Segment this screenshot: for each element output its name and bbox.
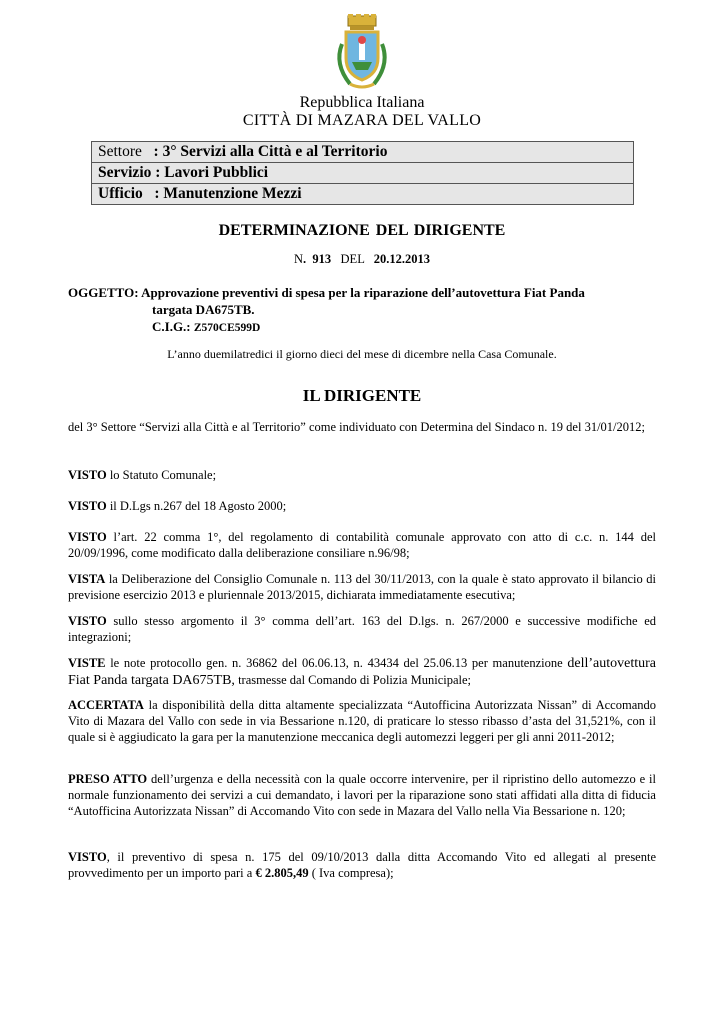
settore-value: : 3° Servizi alla Città e al Territorio bbox=[153, 143, 388, 160]
del-label: DEL bbox=[340, 252, 365, 266]
subject-block bbox=[68, 284, 668, 337]
keyword: PRESO ATTO bbox=[68, 772, 148, 786]
cig-label: C.I.G.: bbox=[152, 319, 191, 334]
city-heading: CITTÀ DI MAZARA DEL VALLO bbox=[242, 112, 482, 129]
paragraph-visto-preventivo: VISTO, il preventivo di spesa n. 175 del 09/10/2013 dalla ditta Accomando Vito ed allegati al presente provvedimento per un importo pari a € 2.805,49 ( Iva compresa); bbox=[68, 850, 656, 880]
city-coat-of-arms-icon bbox=[330, 14, 394, 94]
department-info-box bbox=[91, 141, 634, 205]
date-statement: L’anno duemilatredici il giorno dieci del mese di dicembre nella Casa Comunale. bbox=[167, 347, 557, 361]
paragraph-viste-note: VISTE le note protocollo gen. n. 36862 del 06.06.13, n. 43434 del 25.06.13 per manutenzione dell’autovettura Fiat Panda targata DA675TB, trasmesse dal Comando di Polizia Municipale; bbox=[68, 656, 656, 688]
subject-text-line2: targata DA675TB. bbox=[152, 302, 255, 317]
paragraph-preso-atto: PRESO ATTO dell’urgenza e della necessità con la quale occorre intervenire, per il ripristino dello automezzo e il normale funzionamento dei servizi a cui demandato, i lavori per la riparazione sono stati affidati alla ditta di fiducia “Autofficina Autorizzata Nissan” di Accomando Vito con sede in Mazara del Vallo nella Via Bessarione n. 120; bbox=[68, 772, 656, 818]
ufficio-value: : Manutenzione Mezzi bbox=[154, 185, 302, 202]
determination-title: DETERMINAZIONE DEL DIRIGENTE bbox=[218, 222, 506, 239]
paragraph-visto-statuto: VISTO lo Statuto Comunale; bbox=[68, 468, 217, 482]
ufficio-label: Ufficio bbox=[98, 185, 143, 202]
number-value: 913 bbox=[312, 252, 332, 266]
settore-row bbox=[92, 142, 633, 163]
keyword: VISTO bbox=[68, 468, 107, 482]
subject-text-line1: Approvazione preventivi di spesa per la riparazione dell’autovettura Fiat Panda bbox=[141, 285, 585, 300]
paragraph-accertata: ACCERTATA la disponibilità della ditta altamente specializzata “Autofficina Autorizzata Nissan” di Accomando Vito di Mazara del Vallo con sede in via Bessarione n.120, di praticare lo stesso ribasso d’asta del 31,521%, con il quale si è aggiudicato la gara per la manutenzione meccanica degli automezzi leggeri per gli anni 2011-2012; bbox=[68, 698, 656, 744]
ufficio-row bbox=[92, 184, 633, 204]
cig-value: Z570CE599D bbox=[193, 322, 261, 334]
determination-number: N. 913 DEL 20.12.2013 bbox=[294, 252, 430, 266]
paragraph-visto-articolo: VISTO sullo stesso argomento il 3° comma dell’art. 163 del D.lgs. n. 267/2000 e successive modifiche ed integrazioni; bbox=[68, 614, 656, 644]
number-label: N bbox=[294, 252, 304, 266]
servizio-label: Servizio bbox=[98, 164, 152, 181]
servizio-row bbox=[92, 163, 633, 184]
keyword: ACCERTATA bbox=[68, 698, 144, 712]
paragraph-visto-regolamento: VISTO l’art. 22 comma 1°, del regolamento di contabilità comunale approvato con atto di c.c. n. 144 del 20/09/1996, come modificato dalla deliberazione consiliare n.96/98; bbox=[68, 530, 656, 560]
manager-heading: IL DIRIGENTE bbox=[302, 386, 422, 405]
keyword: VISTO bbox=[68, 499, 107, 513]
paragraph-vista-deliberazione: VISTA la Deliberazione del Consiglio Comunale n. 113 del 30/11/2013, con la quale è stato approvato il bilancio di previsione esercizio 2013 e pluriennale 2013/2015, dichiarata immediatamente esecutiva; bbox=[68, 572, 656, 602]
keyword: VISTO bbox=[68, 530, 107, 544]
keyword: VISTO bbox=[68, 850, 107, 864]
keyword: VISTE bbox=[68, 656, 106, 670]
servizio-value: : Lavori Pubblici bbox=[155, 164, 269, 181]
subject-label: OGGETTO: bbox=[68, 285, 139, 300]
keyword: VISTO bbox=[68, 614, 107, 628]
settore-label: Settore bbox=[98, 143, 142, 160]
paragraph-visto-dlgs: VISTO il D.Lgs n.267 del 18 Agosto 2000; bbox=[68, 499, 287, 513]
republic-heading: Repubblica Italiana bbox=[299, 94, 425, 111]
determination-date: 20.12.2013 bbox=[373, 252, 430, 266]
keyword: VISTA bbox=[68, 572, 106, 586]
intro-paragraph: del 3° Settore “Servizi alla Città e al Territorio” come individuato con Determina del Sindaco n. 19 del 31/01/2012; bbox=[68, 420, 646, 434]
amount-value: € 2.805,49 bbox=[255, 866, 309, 880]
